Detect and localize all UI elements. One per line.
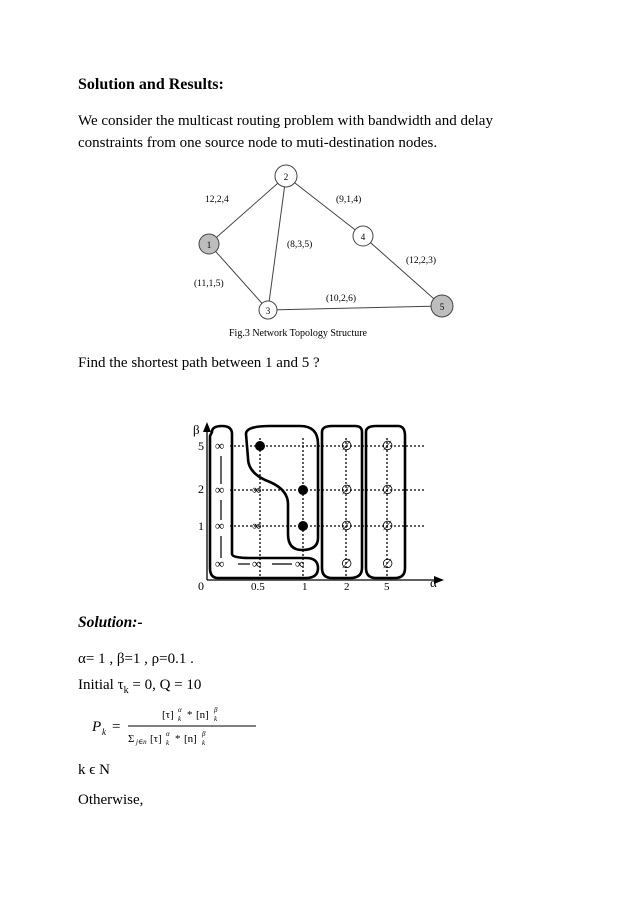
edge-label-2-3: (8,3,5) bbox=[287, 240, 313, 250]
membership-line: k ϵ N bbox=[78, 762, 110, 778]
node-dot-05-5 bbox=[255, 441, 265, 451]
empty-5-2: ∅ bbox=[382, 482, 394, 497]
node-dot-1-1 bbox=[298, 521, 308, 531]
svg-text:=: = bbox=[112, 719, 121, 735]
inf-05-1: ∞ bbox=[252, 518, 262, 533]
svg-text:3: 3 bbox=[265, 306, 271, 316]
empty-2-5: ∅ bbox=[341, 438, 353, 453]
initial-line: Initial $\tau_k = 0$, Q = 10 bbox=[78, 677, 202, 696]
solution-heading: Solution:- bbox=[78, 614, 143, 631]
inf-0-2: ∞ bbox=[215, 482, 225, 497]
svg-text:4: 4 bbox=[360, 232, 366, 242]
empty-2-1: ∅ bbox=[341, 518, 353, 533]
y-axis-label: β bbox=[193, 422, 200, 437]
intro-paragraph: We consider the multicast routing problem with bandwidth and delay constraints from one source node to muti-destination nodes. bbox=[78, 113, 493, 151]
svg-text:α: α bbox=[178, 706, 182, 714]
empty-5-0: ∅ bbox=[382, 556, 394, 571]
svg-text:*: * bbox=[187, 709, 193, 721]
svg-text:k: k bbox=[202, 739, 206, 747]
svg-text:*: * bbox=[175, 733, 181, 745]
inf-0-5: ∞ bbox=[215, 438, 225, 453]
svg-text:k: k bbox=[214, 715, 218, 723]
svg-text:k: k bbox=[102, 727, 106, 737]
svg-text:j∈n: j∈n bbox=[136, 738, 147, 746]
y-tick-2: 2 bbox=[198, 482, 204, 496]
node-3 bbox=[259, 301, 277, 319]
x-tick-1: 1 bbox=[302, 581, 308, 593]
origin-label: 0 bbox=[198, 579, 204, 593]
inf-05-2: ∞ bbox=[252, 482, 262, 497]
inf-1-0: ∞ bbox=[295, 556, 305, 571]
svg-text:[n]: [n] bbox=[184, 733, 197, 745]
x-tick-5: 5 bbox=[384, 581, 390, 593]
path-grid-figure bbox=[190, 418, 458, 600]
svg-text:k: k bbox=[166, 739, 170, 747]
svg-text:β: β bbox=[202, 730, 206, 738]
empty-5-1: ∅ bbox=[382, 518, 394, 533]
x-tick-0.5: 0.5 bbox=[251, 581, 265, 593]
svg-text:[n]: [n] bbox=[196, 709, 209, 721]
svg-text:β: β bbox=[214, 706, 218, 714]
figure-caption: Fig.3 Network Topology Structure bbox=[229, 328, 367, 339]
inf-0-0: ∞ bbox=[215, 556, 225, 571]
empty-5-5: ∅ bbox=[382, 438, 394, 453]
node-4 bbox=[353, 226, 373, 246]
probability-formula bbox=[88, 704, 288, 750]
otherwise-line: Otherwise, bbox=[78, 792, 144, 808]
node-5 bbox=[431, 295, 453, 317]
inf-05-0: ∞ bbox=[252, 556, 262, 571]
edge-label-1-2: 12,2,4 bbox=[205, 195, 229, 205]
edge-label-4-5: (12,2,3) bbox=[406, 256, 437, 266]
edge-label-1-3: (11,1,5) bbox=[194, 279, 224, 289]
node-2 bbox=[275, 165, 297, 187]
network-topology-figure bbox=[180, 158, 470, 343]
svg-text:2: 2 bbox=[283, 172, 289, 182]
svg-text:k: k bbox=[178, 715, 182, 723]
svg-text:P: P bbox=[92, 719, 102, 735]
inf-0-1: ∞ bbox=[215, 518, 225, 533]
y-tick-1: 1 bbox=[198, 519, 204, 533]
section-heading: Solution and Results: bbox=[78, 76, 224, 93]
y-tick-5: 5 bbox=[198, 439, 204, 453]
empty-2-2: ∅ bbox=[341, 482, 353, 497]
svg-text:1: 1 bbox=[206, 240, 212, 250]
svg-text:[τ]: [τ] bbox=[162, 709, 174, 721]
x-tick-2: 2 bbox=[344, 581, 350, 593]
node-1 bbox=[199, 234, 219, 254]
svg-text:5: 5 bbox=[439, 302, 445, 312]
edge-label-3-5: (10,2,6) bbox=[326, 294, 357, 304]
node-dot-1-2 bbox=[298, 485, 308, 495]
edge-label-2-4: (9,1,4) bbox=[336, 195, 362, 205]
svg-text:[τ]: [τ] bbox=[150, 733, 162, 745]
params-line: α= 1 , β=1 , ρ=0.1 . bbox=[78, 651, 194, 667]
question-text: Find the shortest path between 1 and 5 ? bbox=[78, 355, 320, 371]
svg-text:Σ: Σ bbox=[128, 733, 135, 745]
empty-2-0: ∅ bbox=[341, 556, 353, 571]
x-axis-label: α bbox=[430, 575, 437, 590]
svg-text:α: α bbox=[166, 730, 170, 738]
